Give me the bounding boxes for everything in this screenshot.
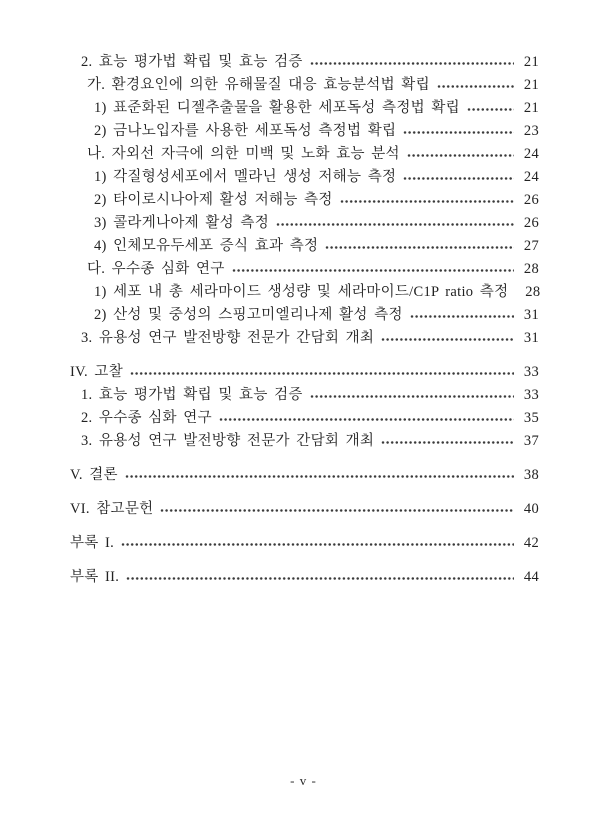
toc-entry (70, 234, 539, 257)
toc-entry (70, 188, 539, 211)
toc-entry-label: 2) 산성 및 중성의 스핑고미엘리나제 활성 측정 (94, 307, 403, 323)
toc-entry-page: 37 (523, 433, 539, 449)
toc-entry-label: VI. 참고문헌 (70, 501, 154, 517)
toc-entry-page: 35 (523, 410, 539, 426)
toc-entry (70, 73, 539, 96)
toc-entry-page: 42 (523, 535, 539, 551)
dot-leader (403, 130, 514, 135)
dot-leader (310, 394, 514, 399)
toc-entry-page: 26 (523, 192, 539, 208)
toc-entry (70, 257, 539, 280)
toc-entry-page: 31 (523, 307, 539, 323)
toc-entry-page: 26 (523, 215, 539, 231)
dot-leader (126, 576, 514, 581)
toc-entry-page: 24 (523, 146, 539, 162)
toc-entry (70, 531, 539, 554)
toc-entry (70, 383, 539, 406)
toc-entry-label: 가. 환경요인에 의한 유해물질 대응 효능분석법 확립 (87, 77, 430, 93)
dot-leader (310, 61, 514, 66)
toc-entry-label: 2) 금나노입자를 사용한 세포독성 측정법 확립 (94, 123, 397, 139)
toc-entry-label: 다. 우수종 심화 연구 (87, 261, 225, 277)
toc-entry (70, 119, 539, 142)
toc-entry-page: 28 (523, 261, 539, 277)
toc-entry-page: 40 (523, 501, 539, 517)
toc-entry (70, 565, 539, 588)
dot-leader (219, 417, 514, 422)
toc-entry (70, 280, 539, 303)
toc-entry-label: 1) 표준화된 디젤추출물을 활용한 세포독성 측정법 확립 (94, 100, 460, 116)
toc-entry-label: 3. 유용성 연구 발전방향 전문가 간담회 개최 (81, 433, 375, 449)
toc-entry-label: 3. 유용성 연구 발전방향 전문가 간담회 개최 (81, 330, 375, 346)
dot-leader (407, 153, 514, 158)
toc-entry-label: 부록 I. (70, 535, 115, 551)
toc-entry-label: V. 결론 (70, 467, 118, 483)
page-number-footer: - v - (290, 773, 317, 788)
toc-entry-page: 21 (523, 54, 539, 70)
dot-leader (467, 107, 514, 112)
toc-entry-page: 27 (523, 238, 539, 254)
toc-entry-label: 1. 효능 평가법 확립 및 효능 검증 (81, 387, 303, 403)
dot-leader (340, 199, 514, 204)
dot-leader (160, 508, 514, 513)
toc-entry (70, 326, 539, 349)
dot-leader (410, 314, 514, 319)
dot-leader (437, 84, 514, 89)
toc-entry-page: 38 (523, 467, 539, 483)
toc-entry (70, 429, 539, 452)
toc-entry-label: IV. 고찰 (70, 364, 123, 380)
toc-entry-page: 33 (523, 387, 539, 403)
toc-entry (70, 463, 539, 486)
toc-entry (70, 360, 539, 383)
dot-leader (121, 542, 514, 547)
toc-entry-page: 31 (523, 330, 539, 346)
toc-entry-page: 33 (523, 364, 539, 380)
dot-leader (125, 474, 514, 479)
dot-leader (325, 245, 514, 250)
toc-entry-label: 2. 우수종 심화 연구 (81, 410, 212, 426)
toc-entry-page: 28 (525, 284, 541, 300)
dot-leader (381, 337, 514, 342)
toc-entry-label: 1) 각질형성세포에서 멜라닌 생성 저해능 측정 (94, 169, 397, 185)
toc-entry-label: 부록 II. (70, 569, 120, 585)
toc-entry-label: 4) 인체모유두세포 증식 효과 측정 (94, 238, 319, 254)
dot-leader (130, 371, 514, 376)
toc-entry (70, 50, 539, 73)
toc-entry (70, 96, 539, 119)
toc-entry-page: 21 (523, 100, 539, 116)
toc-entry-label: 1) 세포 내 총 세라마이드 생성량 및 세라마이드/C1P ratio 측정 (94, 284, 509, 300)
toc-entry-label: 3) 콜라게나아제 활성 측정 (94, 215, 270, 231)
toc-entry (70, 303, 539, 326)
toc-entry (70, 165, 539, 188)
toc-entry-page: 44 (523, 569, 539, 585)
toc-entry (70, 211, 539, 234)
toc-entry-page: 24 (523, 169, 539, 185)
table-of-contents (70, 50, 539, 588)
toc-entry-page: 23 (523, 123, 539, 139)
dot-leader (232, 268, 514, 273)
toc-entry (70, 142, 539, 165)
toc-entry-label: 2. 효능 평가법 확립 및 효능 검증 (81, 54, 303, 70)
dot-leader (403, 176, 514, 181)
toc-entry (70, 497, 539, 520)
toc-entry (70, 406, 539, 429)
dot-leader (381, 440, 514, 445)
toc-entry-label: 나. 자외선 자극에 의한 미백 및 노화 효능 분석 (87, 146, 400, 162)
toc-entry-page: 21 (523, 77, 539, 93)
toc-entry-label: 2) 타이로시나아제 활성 저해능 측정 (94, 192, 333, 208)
dot-leader (276, 222, 514, 227)
